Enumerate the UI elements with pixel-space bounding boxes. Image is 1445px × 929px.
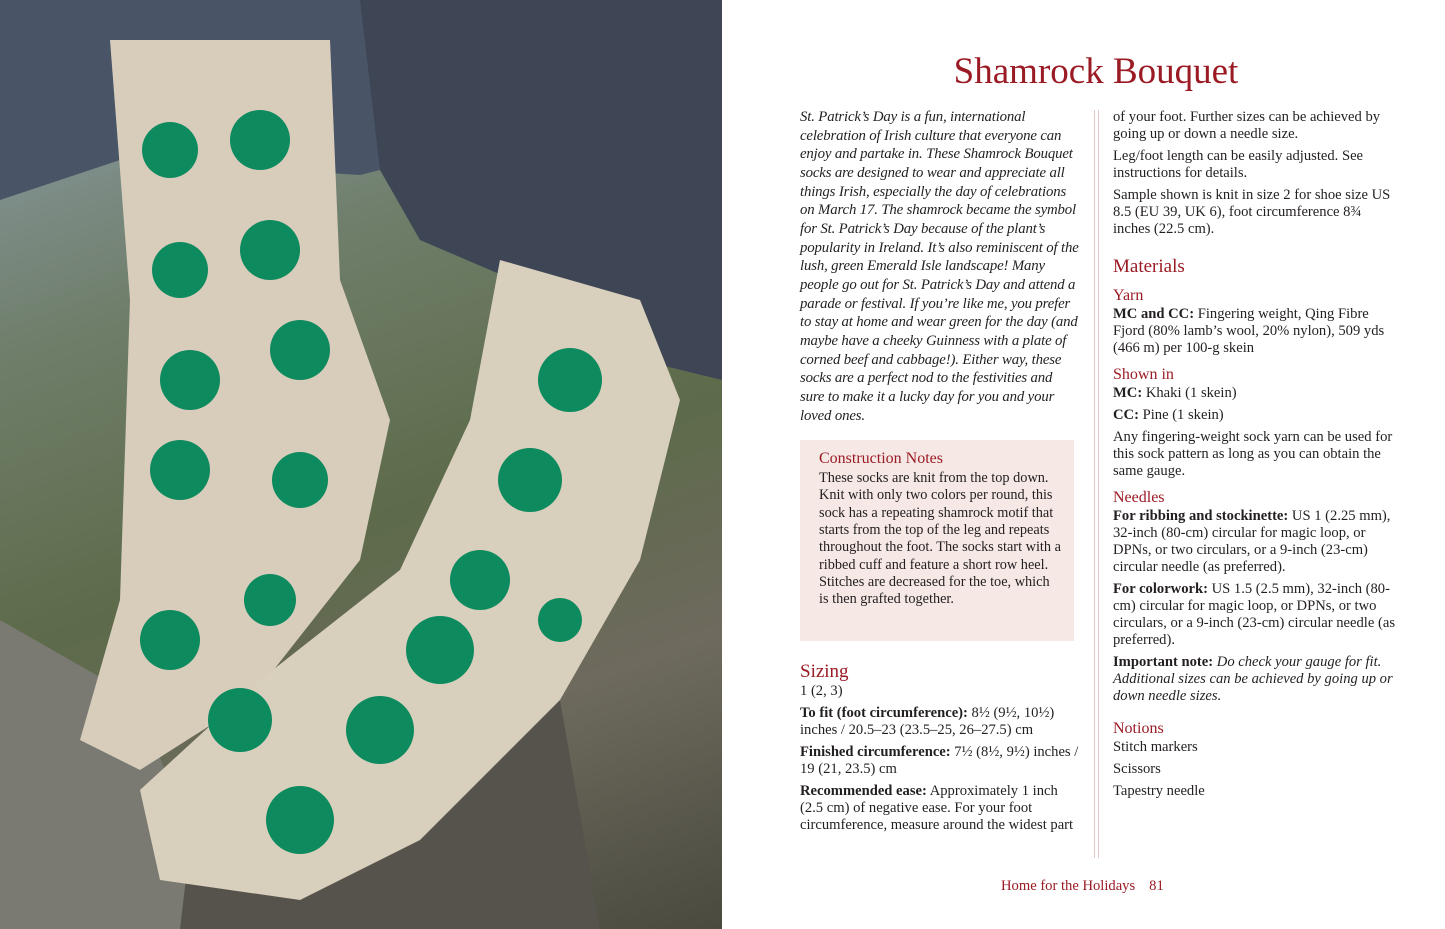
to-fit <box>800 705 1080 739</box>
construction-notes-text: These socks are knit from the top down. Knit with only two colors per round, this sock has a repeating shamrock motif that starts from the top of the leg and repeats throughout the foot. The socks start with a ribbed cuff and feature a short row heel. Stitches are decreased for the toe, which is then grafted together. <box>819 470 1061 608</box>
notion-item: Stitch markers <box>1113 739 1198 755</box>
ribbing-label: For ribbing and stockinette: <box>1113 508 1289 524</box>
sock-photo <box>0 0 722 929</box>
yarn-heading: Yarn <box>1113 287 1144 304</box>
ease-continued: of your foot. Further sizes can be achieved by going up or down a needle size. <box>1113 109 1381 142</box>
ribbing-value: US 1 (2.25 mm), 32-inch (80-cm) circular for magic loop, or DPNs, or two circulars, or a 9-inch (23-cm) circular needle (as preferred). <box>1113 508 1391 575</box>
to-fit-label: To fit (foot circumference): <box>800 705 968 722</box>
page-number: 81 <box>1149 878 1164 894</box>
ease-value: Approximately 1 inch (2.5 cm) of negative ease. For your foot circumference, measure around the widest part <box>800 783 1074 834</box>
to-fit-value: 8½ (9½, 10½) inches / 20.5–23 (23.5–25, 26–27.5) cm <box>800 705 1055 739</box>
length-note: Leg/foot length can be easily adjusted. See instructions for details. <box>1113 148 1364 181</box>
cc-color <box>1113 407 1397 424</box>
colorwork-label: For colorwork: <box>1113 581 1208 597</box>
cc-label: CC: <box>1113 407 1139 423</box>
sample-note: Sample shown is knit in size 2 for shoe size US 8.5 (EU 39, UK 6), foot circumference 8¾ inches (22.5 cm). <box>1113 187 1391 237</box>
important-note-label: Important note: <box>1113 654 1214 670</box>
yarn-label: MC and CC: <box>1113 306 1195 322</box>
page-title: Shamrock Bouquet <box>953 51 1239 92</box>
ease-label: Recommended ease: <box>800 783 927 800</box>
colorwork-needles <box>1113 581 1397 649</box>
yarn-value: Fingering weight, Qing Fibre Fjord (80% lamb’s wool, 20% nylon), 509 yds (466 m) per 100-g skein <box>1113 306 1385 356</box>
column-divider <box>1094 110 1099 858</box>
ribbing-needles <box>1113 508 1397 576</box>
yarn-substitute-note: Any fingering-weight sock yarn can be used for this sock pattern as long as you can obtain the same gauge. <box>1113 429 1393 479</box>
shown-in-heading: Shown in <box>1113 366 1174 383</box>
page-footer <box>1001 878 1178 895</box>
needles-heading: Needles <box>1113 489 1165 506</box>
yarn-text <box>1113 306 1397 357</box>
important-note <box>1113 654 1397 705</box>
important-note-text: Do check your gauge for fit. Additional sizes can be achieved by going up or down needle sizes. <box>1113 654 1393 704</box>
construction-notes-heading: Construction Notes <box>819 450 943 468</box>
notions-heading: Notions <box>1113 720 1164 737</box>
intro-paragraph: St. Patrick’s Day is a fun, international celebration of Irish culture that everyone can enjoy and partake in. These Shamrock Bouquet socks are designed to wear and appreciate all things Irish, especially the day of celebrations on March 17. The shamrock became the symbol for St. Patrick’s Day because of the plant’s popularity in Ireland. It’s also reminiscent of the lush, green Emerald Isle landscape! Many people go out for St. Patrick’s Day and attend a parade or festival. If you’re like me, you prefer to stay at home and wear green for the day (and maybe have a cheeky Guinness with a plate of corned beef and cabbage!). Either way, these socks are a perfect nod to the festivities and sure to make it a lucky day for you and your loved ones. <box>800 109 1079 424</box>
left-column <box>800 108 1080 839</box>
mc-color <box>1113 385 1397 402</box>
construction-notes-box <box>800 440 1074 641</box>
mc-label: MC: <box>1113 385 1143 401</box>
right-column <box>1113 109 1397 805</box>
finished-label: Finished circumference: <box>800 744 951 761</box>
sizing-heading: Sizing <box>800 661 849 683</box>
notion-item: Scissors <box>1113 761 1161 777</box>
recommended-ease <box>800 783 1080 834</box>
colorwork-value: US 1.5 (2.5 mm), 32-inch (80-cm) circular for magic loop, or DPNs, or two circulars, or a 9-inch (23-cm) circular needle (as preferred). <box>1113 581 1395 648</box>
finished-value: 7½ (8½, 9½) inches / 19 (21, 23.5) cm <box>800 744 1079 778</box>
materials-heading: Materials <box>1113 256 1185 277</box>
cc-value: Pine (1 skein) <box>1138 407 1224 423</box>
book-title: Home for the Holidays <box>1001 878 1136 894</box>
mc-value: Khaki (1 skein) <box>1142 385 1237 401</box>
sizing-section <box>800 661 1080 834</box>
finished-circumference <box>800 744 1080 778</box>
sizes: 1 (2, 3) <box>800 683 843 700</box>
notion-item: Tapestry needle <box>1113 783 1205 799</box>
